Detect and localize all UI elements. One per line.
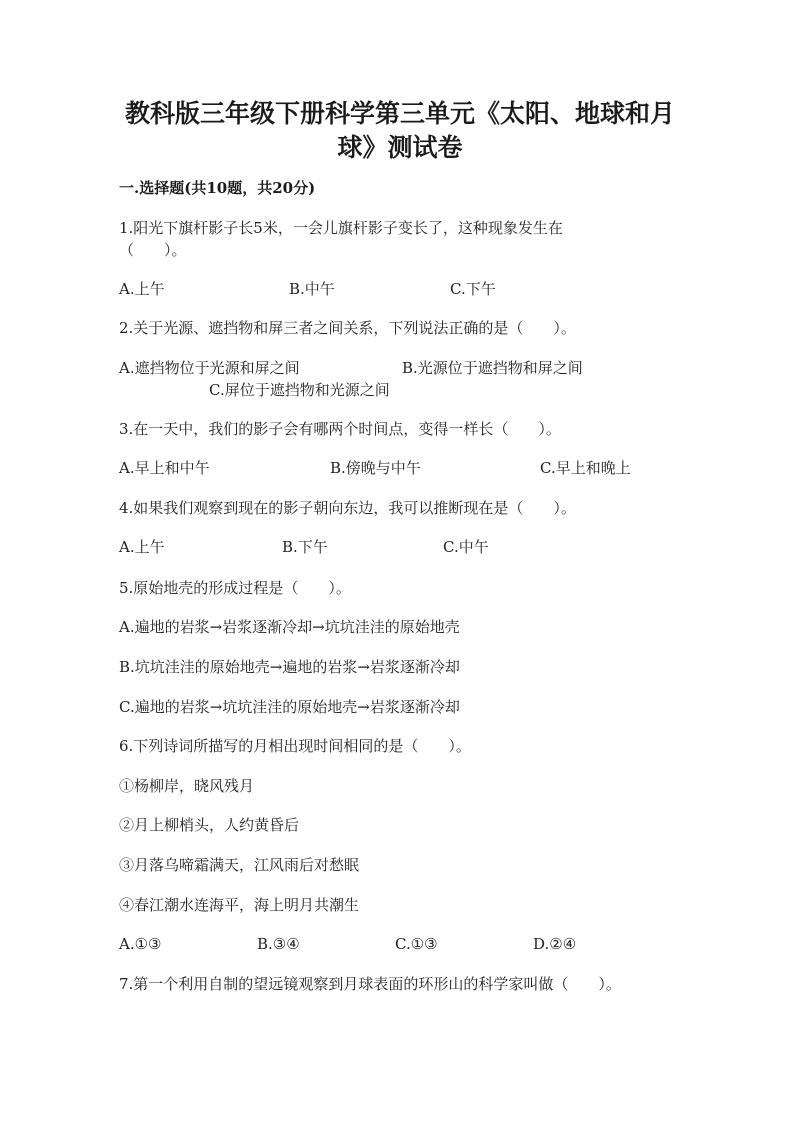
q6-poem-4: ④春江潮水连海平，海上明月共潮生	[119, 896, 360, 914]
q6-option-b: B.③④	[257, 935, 300, 953]
q5-stem: 5.原始地壳的形成过程是（ ）。	[119, 579, 351, 597]
exam-title-line2: 球》测试卷	[337, 133, 463, 162]
q7-stem: 7.第一个利用自制的望远镜观察到月球表面的环形山的科学家叫做（ ）。	[119, 975, 621, 993]
q1-option-c: C.下午	[450, 280, 496, 298]
q1-option-a: A.上午	[119, 280, 165, 298]
q4-option-c: C.中午	[443, 538, 489, 556]
q2-stem: 2.关于光源、遮挡物和屏三者之间关系，下列说法正确的是（ ）。	[119, 319, 576, 337]
q3-option-b: B.傍晚与中午	[330, 459, 421, 477]
q5-option-c: C.遍地的岩浆→坑坑洼洼的原始地壳→岩浆逐渐冷却	[119, 698, 460, 716]
q3-option-c: C.早上和晚上	[540, 459, 631, 477]
q1-stem-line2: （ ）。	[119, 241, 187, 259]
q1-stem-line1: 1.阳光下旗杆影子长5米，一会儿旗杆影子变长了，这种现象发生在	[119, 219, 563, 237]
q6-option-a: A.①③	[119, 935, 162, 953]
q3-option-a: A.早上和中午	[119, 459, 210, 477]
q4-stem: 4.如果我们观察到现在的影子朝向东边，我可以推断现在是（ ）。	[119, 499, 576, 517]
q4-option-b: B.下午	[282, 538, 328, 556]
q3-stem: 3.在一天中，我们的影子会有哪两个时间点，变得一样长（ ）。	[119, 420, 561, 438]
q5-option-b: B.坑坑洼洼的原始地壳→遍地的岩浆→岩浆逐渐冷却	[119, 658, 460, 676]
exam-title-line1: 教科版三年级下册科学第三单元《太阳、地球和月	[124, 99, 675, 128]
q5-option-a: A.遍地的岩浆→岩浆逐渐冷却→坑坑洼洼的原始地壳	[119, 618, 460, 636]
q6-option-c: C.①③	[395, 935, 438, 953]
q2-option-c: C.屏位于遮挡物和光源之间	[209, 381, 390, 399]
q6-stem: 6.下列诗词所描写的月相出现时间相同的是（ ）。	[119, 737, 471, 755]
q6-poem-1: ①杨柳岸，晓风残月	[119, 777, 255, 795]
q1-option-b: B.中午	[289, 280, 335, 298]
q6-poem-2: ②月上柳梢头，人约黄昏后	[119, 816, 300, 834]
q2-option-b: B.光源位于遮挡物和屏之间	[402, 359, 583, 377]
q4-option-a: A.上午	[119, 538, 165, 556]
q6-option-d: D.②④	[533, 935, 577, 953]
q2-option-a: A.遮挡物位于光源和屏之间	[119, 359, 300, 377]
section-heading: 一.选择题(共10题，共20分)	[119, 179, 316, 197]
q6-poem-3: ③月落乌啼霜满天，江风雨后对愁眠	[119, 856, 360, 874]
exam-title	[100, 97, 700, 165]
